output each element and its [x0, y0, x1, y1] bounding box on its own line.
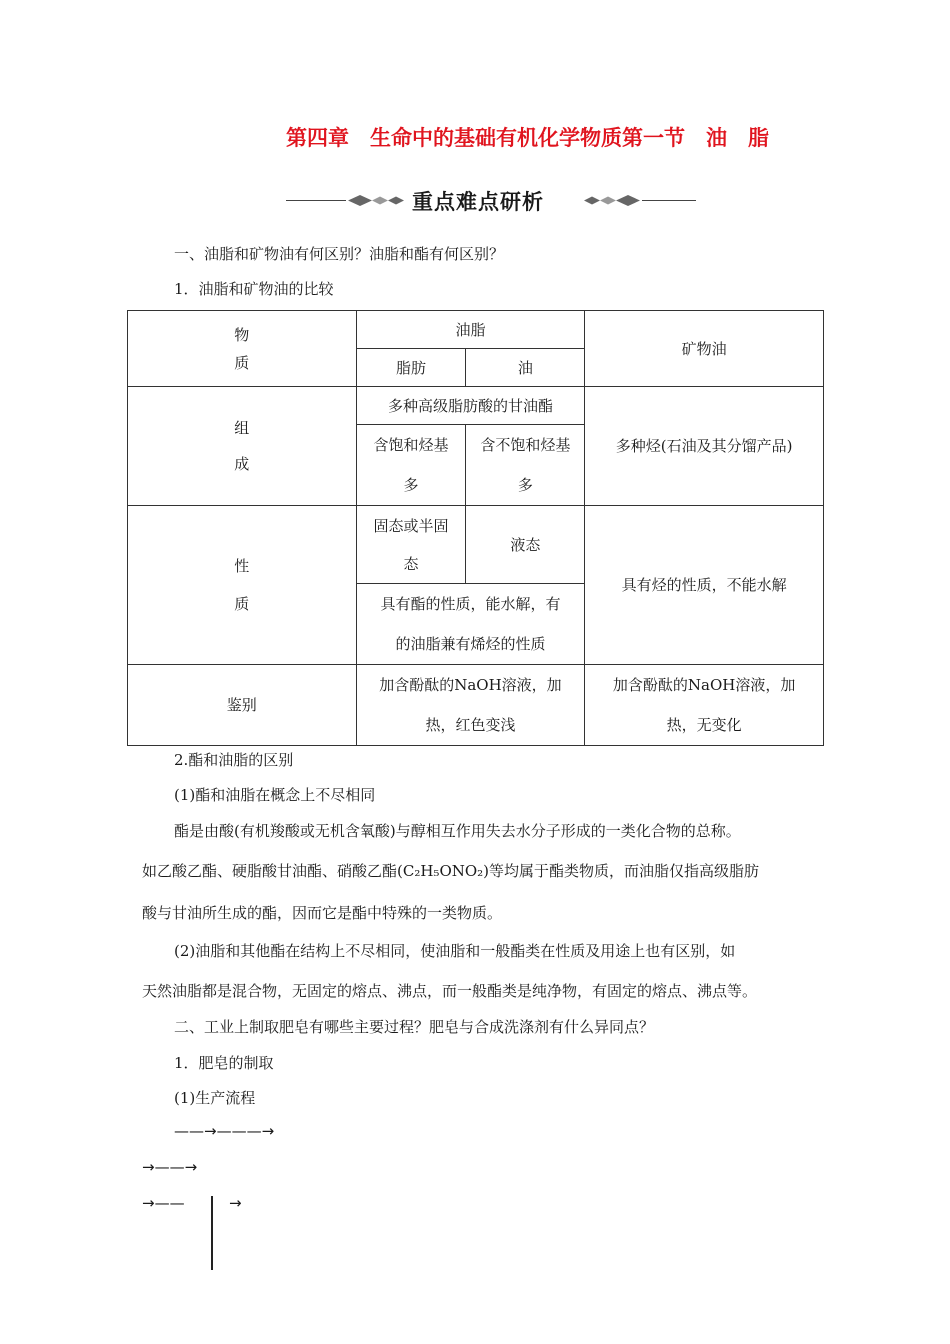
- composition-oil-line1: 含不饱和烃基: [480, 436, 571, 454]
- header-mineral-oil: 矿物油: [585, 311, 824, 387]
- property-common-line1: 具有酯的性质，能水解，有: [380, 595, 561, 613]
- section-header: [286, 184, 696, 216]
- paragraph-3-line1: (2)油脂和其他酯在结构上不尽相同，使油脂和一般酯类在性质及用途上也有区别，如: [174, 942, 736, 960]
- question-2: 二、工业上制取肥皂有哪些主要过程？肥皂与合成洗涤剂有什么异同点？: [174, 1018, 655, 1036]
- property-mineral: 具有烃的性质，不能水解: [585, 506, 824, 665]
- property-oil: 液态: [466, 506, 585, 584]
- row-composition-label-line2: 成: [234, 455, 250, 473]
- composition-fat: [356, 425, 466, 506]
- diamond-ornament-left-icon: [346, 194, 406, 207]
- subheading-1-1: 1．油脂和矿物油的比较: [174, 280, 334, 298]
- paragraph-3-line2: 天然油脂都是混合物，无固定的熔点、沸点，而一般酯类是纯净物，有固定的熔点、沸点等。: [142, 982, 758, 1000]
- flow-line-1: ——→———→: [174, 1122, 275, 1140]
- composition-mineral: 多种烃(石油及其分馏产品): [585, 387, 824, 506]
- composition-fat-line1: 含饱和烃基: [373, 436, 449, 454]
- header-substance-line2: 质: [234, 353, 250, 372]
- header-line-left: [286, 200, 346, 201]
- row-composition-label: [128, 387, 357, 506]
- header-oil-fat: 油脂: [356, 311, 585, 349]
- header-oil: 油: [466, 349, 585, 387]
- identify-oil-line2: 热，红色变浅: [425, 716, 516, 734]
- flow-divider: [211, 1196, 213, 1270]
- row-property-label: [128, 506, 357, 665]
- header-fat: 脂肪: [356, 349, 466, 387]
- composition-oil-line2: 多: [517, 476, 533, 494]
- chapter-title: 第四章 生命中的基础有机化学物质第一节 油 脂: [286, 126, 769, 150]
- property-fat: [356, 506, 466, 584]
- row-property-label-line1: 性: [234, 557, 250, 575]
- paragraph-2-line2: 如乙酸乙酯、硬脂酸甘油酯、硝酸乙酯(C₂H₅ONO₂)等均属于酯类物质，而油脂仅指高级脂肪: [142, 862, 760, 880]
- header-substance: [128, 311, 357, 387]
- property-fat-line2: 态: [403, 554, 419, 573]
- flow-line-4: →: [229, 1194, 242, 1212]
- property-common: [356, 584, 585, 665]
- identify-oil: [356, 665, 585, 746]
- row-property-label-line2: 质: [234, 595, 250, 613]
- subheading-1-2: 2.酯和油脂的区别: [174, 751, 294, 769]
- row-identify-label: 鉴别: [128, 665, 357, 746]
- property-common-line2: 的油脂兼有烯烃的性质: [395, 635, 546, 653]
- paragraph-2-line3: 酸与甘油所生成的酯，因而它是酯中特殊的一类物质。: [142, 904, 503, 922]
- flow-line-2: →——→: [142, 1158, 198, 1176]
- subheading-2-1-1: (1)生产流程: [174, 1089, 256, 1107]
- identify-mineral-line1: 加含酚酞的NaOH溶液，加: [612, 676, 796, 694]
- header-substance-line1: 物: [234, 325, 250, 344]
- section-header-label: 重点难点研析: [412, 190, 544, 214]
- paragraph-2-line1: 酯是由酸(有机羧酸或无机含氧酸)与醇相互作用失去水分子形成的一类化合物的总称。: [174, 822, 741, 840]
- identify-oil-line1: 加含酚酞的NaOH溶液，加: [379, 676, 562, 694]
- composition-oil-common: 多种高级脂肪酸的甘油酯: [356, 387, 585, 425]
- subheading-2-1: 1．肥皂的制取: [174, 1054, 274, 1072]
- question-1: 一、油脂和矿物油有何区别？油脂和酯有何区别？: [174, 245, 505, 263]
- row-composition-label-line1: 组: [234, 419, 250, 437]
- comparison-table: [127, 310, 824, 746]
- header-line-right: [642, 200, 696, 201]
- identify-mineral-line2: 热，无变化: [666, 716, 742, 734]
- diamond-ornament-right-icon: [582, 194, 642, 207]
- composition-fat-line2: 多: [403, 476, 419, 494]
- property-fat-line1: 固态或半固: [373, 516, 449, 535]
- paragraph-1: (1)酯和油脂在概念上不尽相同: [174, 786, 376, 804]
- flow-line-3: →——: [142, 1194, 185, 1212]
- composition-oil: [466, 425, 585, 506]
- identify-mineral: [585, 665, 824, 746]
